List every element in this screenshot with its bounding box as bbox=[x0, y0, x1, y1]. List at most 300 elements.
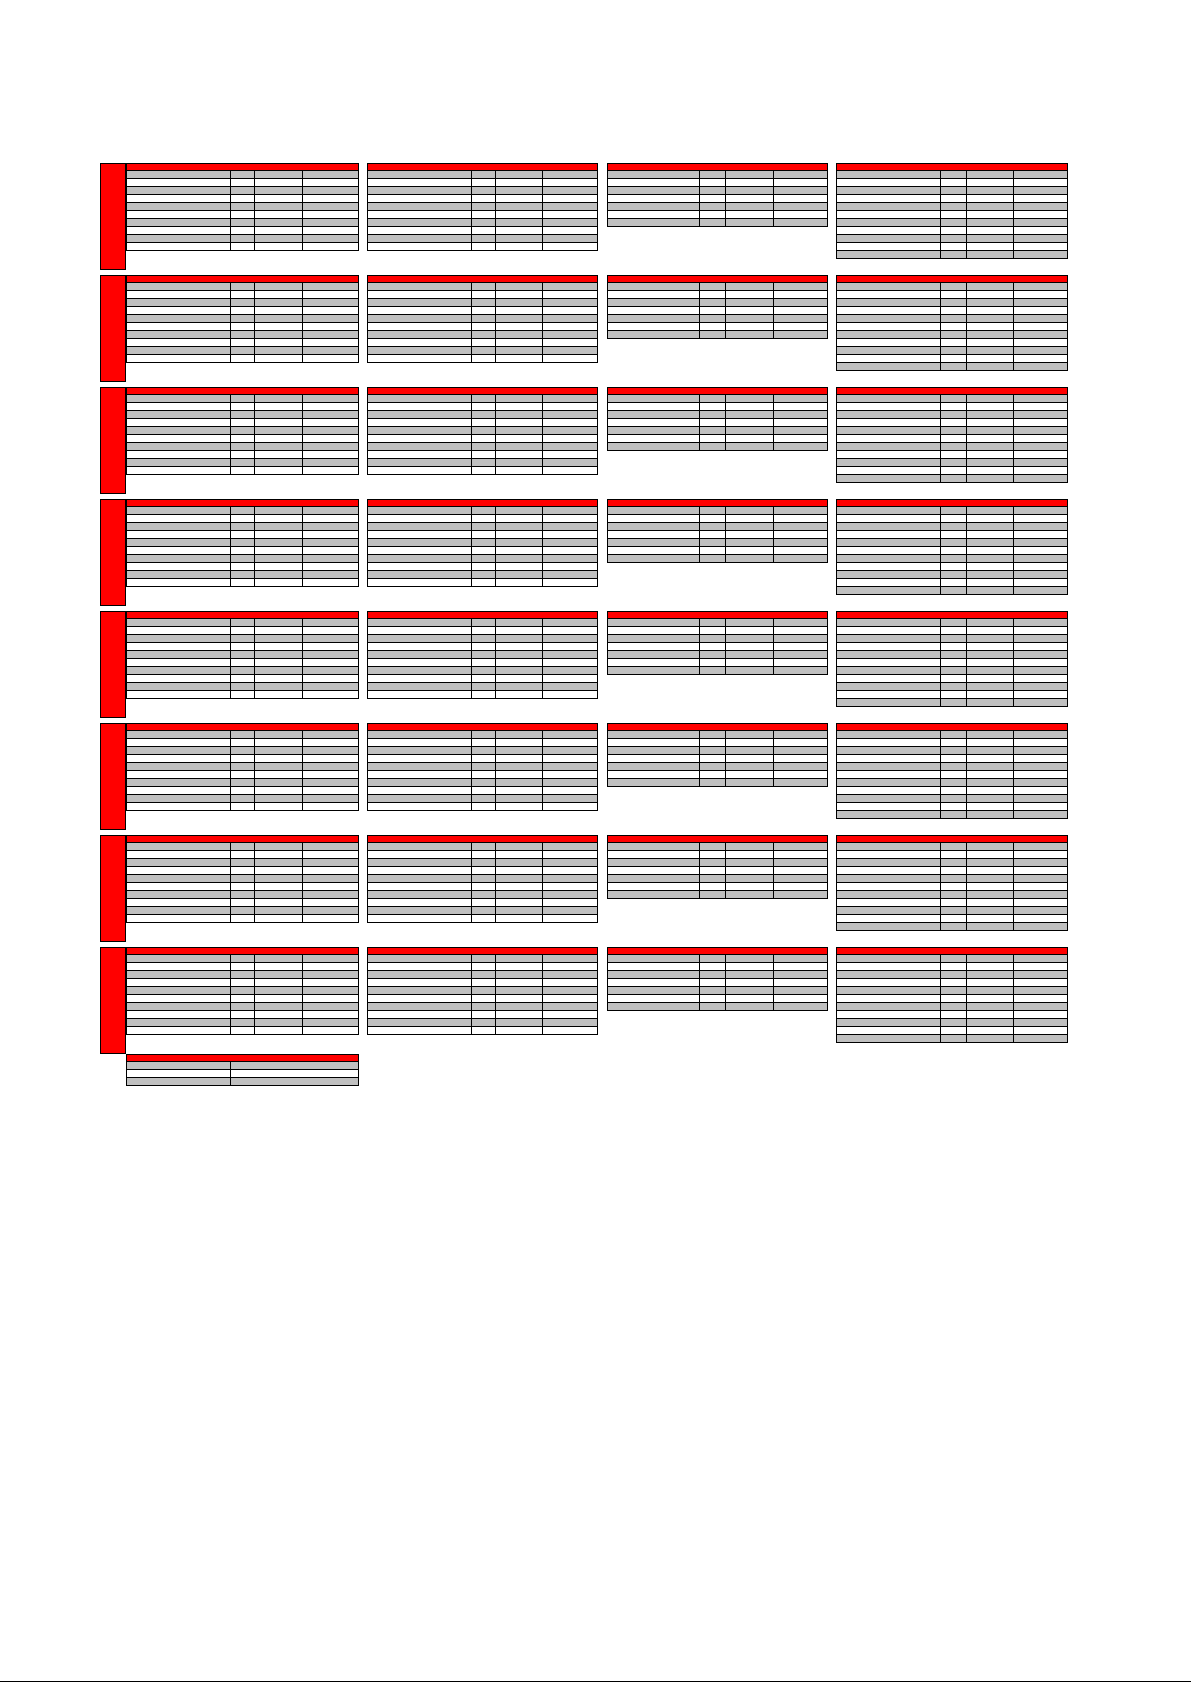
column-divider bbox=[302, 619, 303, 699]
table-row bbox=[836, 803, 1068, 811]
column-divider bbox=[230, 171, 231, 251]
table-row bbox=[836, 443, 1068, 451]
table-row bbox=[836, 227, 1068, 235]
table-row bbox=[607, 667, 828, 675]
data-table-4 bbox=[836, 947, 1068, 1043]
column-divider bbox=[302, 843, 303, 923]
table-row bbox=[126, 875, 359, 883]
block-side-bar bbox=[100, 275, 126, 382]
table-row bbox=[607, 747, 828, 755]
table-row bbox=[607, 851, 828, 859]
table-row bbox=[836, 539, 1068, 547]
table-header-bar bbox=[126, 163, 359, 171]
table-row bbox=[126, 531, 359, 539]
table-row bbox=[367, 883, 598, 891]
table-row bbox=[367, 955, 598, 963]
table-row bbox=[126, 1078, 359, 1086]
table-row bbox=[126, 803, 359, 811]
table-header-bar bbox=[836, 947, 1068, 955]
table-header-bar bbox=[126, 723, 359, 731]
table-row bbox=[836, 779, 1068, 787]
table-row bbox=[607, 187, 828, 195]
table-row bbox=[367, 355, 598, 363]
table-header-bar bbox=[367, 163, 598, 171]
table-row bbox=[367, 627, 598, 635]
table-row bbox=[836, 427, 1068, 435]
table-row bbox=[126, 667, 359, 675]
table-row bbox=[367, 307, 598, 315]
column-divider bbox=[471, 171, 472, 251]
table-row bbox=[607, 771, 828, 779]
table-header-bar bbox=[126, 835, 359, 843]
column-divider bbox=[725, 843, 726, 899]
table-header-bar bbox=[607, 275, 828, 283]
data-table-1 bbox=[126, 499, 359, 587]
table-row bbox=[836, 739, 1068, 747]
table-row bbox=[836, 771, 1068, 779]
table-row bbox=[367, 843, 598, 851]
table-row bbox=[607, 963, 828, 971]
table-header-bar bbox=[126, 275, 359, 283]
table-row bbox=[836, 811, 1068, 819]
column-divider bbox=[542, 507, 543, 587]
table-row bbox=[126, 771, 359, 779]
table-row bbox=[126, 739, 359, 747]
column-divider bbox=[254, 507, 255, 587]
column-divider bbox=[230, 955, 231, 1035]
table-row bbox=[607, 979, 828, 987]
column-divider bbox=[699, 955, 700, 1011]
table-row bbox=[607, 515, 828, 523]
table-row bbox=[367, 971, 598, 979]
table-row bbox=[367, 763, 598, 771]
block-side-bar bbox=[100, 611, 126, 718]
table-row bbox=[607, 403, 828, 411]
table-row bbox=[836, 219, 1068, 227]
table-row bbox=[836, 171, 1068, 179]
table-row bbox=[836, 195, 1068, 203]
table-row bbox=[126, 987, 359, 995]
table-row bbox=[126, 971, 359, 979]
table-row bbox=[126, 291, 359, 299]
table-row bbox=[607, 307, 828, 315]
column-divider bbox=[542, 731, 543, 811]
table-row bbox=[367, 219, 598, 227]
data-table-1 bbox=[126, 275, 359, 363]
data-table-3 bbox=[607, 723, 828, 787]
table-row bbox=[126, 899, 359, 907]
column-divider bbox=[966, 843, 967, 931]
data-table-1 bbox=[126, 611, 359, 699]
table-row bbox=[836, 187, 1068, 195]
table-row bbox=[367, 531, 598, 539]
table-row bbox=[126, 979, 359, 987]
column-divider bbox=[495, 395, 496, 475]
table-row bbox=[126, 467, 359, 475]
table-row bbox=[836, 915, 1068, 923]
table-row bbox=[126, 523, 359, 531]
table-row bbox=[126, 283, 359, 291]
table-row bbox=[126, 515, 359, 523]
table-row bbox=[607, 955, 828, 963]
data-table-2 bbox=[367, 275, 598, 363]
table-row bbox=[836, 843, 1068, 851]
table-row bbox=[126, 635, 359, 643]
table-row bbox=[126, 955, 359, 963]
table-row bbox=[607, 179, 828, 187]
column-divider bbox=[471, 619, 472, 699]
table-row bbox=[607, 859, 828, 867]
table-header-bar bbox=[607, 947, 828, 955]
table-row bbox=[126, 339, 359, 347]
table-row bbox=[836, 1019, 1068, 1027]
block-side-bar bbox=[100, 723, 126, 830]
column-divider bbox=[542, 955, 543, 1035]
table-row bbox=[367, 995, 598, 1003]
table-row bbox=[126, 643, 359, 651]
table-row bbox=[607, 419, 828, 427]
table-header-bar bbox=[836, 163, 1068, 171]
table-row bbox=[836, 1003, 1068, 1011]
table-row bbox=[367, 435, 598, 443]
table-row bbox=[367, 907, 598, 915]
table-row bbox=[126, 443, 359, 451]
column-divider bbox=[725, 731, 726, 787]
table-row bbox=[367, 339, 598, 347]
table-row bbox=[607, 731, 828, 739]
table-row bbox=[126, 323, 359, 331]
column-divider bbox=[495, 171, 496, 251]
table-row bbox=[126, 411, 359, 419]
table-row bbox=[126, 571, 359, 579]
table-row bbox=[607, 171, 828, 179]
data-table-4 bbox=[836, 163, 1068, 259]
table-row bbox=[607, 443, 828, 451]
column-divider bbox=[966, 619, 967, 707]
table-header-bar bbox=[126, 611, 359, 619]
table-row bbox=[367, 171, 598, 179]
table-row bbox=[126, 1070, 359, 1078]
table-row bbox=[836, 627, 1068, 635]
table-row bbox=[836, 995, 1068, 1003]
table-row bbox=[126, 1003, 359, 1011]
table-row bbox=[836, 291, 1068, 299]
table-row bbox=[836, 411, 1068, 419]
table-row bbox=[126, 507, 359, 515]
table-row bbox=[367, 979, 598, 987]
column-divider bbox=[230, 395, 231, 475]
table-row bbox=[836, 987, 1068, 995]
table-row bbox=[126, 539, 359, 547]
table-row bbox=[367, 1019, 598, 1027]
column-divider bbox=[773, 171, 774, 227]
table-row bbox=[607, 635, 828, 643]
table-row bbox=[367, 283, 598, 291]
table-header-bar bbox=[607, 723, 828, 731]
table-row bbox=[607, 539, 828, 547]
table-row bbox=[367, 795, 598, 803]
column-divider bbox=[940, 619, 941, 707]
table-row bbox=[836, 451, 1068, 459]
table-row bbox=[126, 243, 359, 251]
column-divider bbox=[940, 283, 941, 371]
column-divider bbox=[542, 171, 543, 251]
data-table-3 bbox=[607, 499, 828, 563]
table-row bbox=[126, 755, 359, 763]
table-row bbox=[836, 563, 1068, 571]
table-row bbox=[367, 563, 598, 571]
table-row bbox=[126, 691, 359, 699]
table-row bbox=[367, 643, 598, 651]
column-divider bbox=[773, 955, 774, 1011]
page-bottom-rule bbox=[0, 1681, 1191, 1682]
column-divider bbox=[725, 283, 726, 339]
table-row bbox=[126, 907, 359, 915]
column-divider bbox=[699, 283, 700, 339]
table-row bbox=[367, 515, 598, 523]
table-row bbox=[126, 963, 359, 971]
table-row bbox=[126, 331, 359, 339]
table-row bbox=[367, 851, 598, 859]
table-row bbox=[367, 667, 598, 675]
table-row bbox=[126, 1062, 359, 1070]
table-row bbox=[367, 203, 598, 211]
column-divider bbox=[966, 283, 967, 371]
data-table-3 bbox=[607, 275, 828, 339]
table-row bbox=[126, 355, 359, 363]
table-row bbox=[607, 323, 828, 331]
column-divider bbox=[542, 619, 543, 699]
table-row bbox=[836, 763, 1068, 771]
table-row bbox=[836, 555, 1068, 563]
table-row bbox=[367, 227, 598, 235]
table-row bbox=[367, 547, 598, 555]
table-row bbox=[367, 659, 598, 667]
table-row bbox=[836, 691, 1068, 699]
table-header-bar bbox=[367, 275, 598, 283]
column-divider bbox=[495, 843, 496, 923]
table-row bbox=[607, 1003, 828, 1011]
table-row bbox=[126, 315, 359, 323]
table-row bbox=[126, 395, 359, 403]
column-divider bbox=[254, 731, 255, 811]
column-divider bbox=[773, 395, 774, 451]
table-row bbox=[836, 323, 1068, 331]
table-row bbox=[836, 339, 1068, 347]
table-row bbox=[607, 555, 828, 563]
table-row bbox=[607, 619, 828, 627]
table-row bbox=[607, 195, 828, 203]
table-row bbox=[836, 787, 1068, 795]
table-row bbox=[836, 867, 1068, 875]
table-row bbox=[126, 683, 359, 691]
table-header-bar bbox=[126, 1054, 359, 1062]
table-row bbox=[836, 755, 1068, 763]
column-divider bbox=[940, 507, 941, 595]
table-row bbox=[836, 283, 1068, 291]
column-divider bbox=[725, 507, 726, 563]
column-divider bbox=[495, 955, 496, 1035]
table-row bbox=[126, 859, 359, 867]
data-table-4 bbox=[836, 611, 1068, 707]
table-row bbox=[607, 739, 828, 747]
data-table-1 bbox=[126, 163, 359, 251]
column-divider bbox=[471, 731, 472, 811]
table-row bbox=[126, 787, 359, 795]
table-row bbox=[126, 995, 359, 1003]
table-row bbox=[836, 795, 1068, 803]
table-row bbox=[836, 683, 1068, 691]
table-row bbox=[836, 531, 1068, 539]
table-row bbox=[836, 523, 1068, 531]
table-header-bar bbox=[126, 947, 359, 955]
table-row bbox=[836, 675, 1068, 683]
column-divider bbox=[495, 731, 496, 811]
data-table-1 bbox=[126, 387, 359, 475]
table-row bbox=[836, 587, 1068, 595]
table-row bbox=[836, 347, 1068, 355]
table-row bbox=[836, 459, 1068, 467]
table-row bbox=[126, 779, 359, 787]
table-row bbox=[836, 243, 1068, 251]
table-row bbox=[607, 763, 828, 771]
table-row bbox=[367, 315, 598, 323]
column-divider bbox=[1013, 283, 1014, 371]
column-divider bbox=[1013, 843, 1014, 931]
table-row bbox=[836, 1011, 1068, 1019]
data-table-3 bbox=[607, 163, 828, 227]
table-row bbox=[367, 1027, 598, 1035]
table-row bbox=[367, 395, 598, 403]
table-row bbox=[367, 651, 598, 659]
table-row bbox=[367, 867, 598, 875]
table-row bbox=[367, 747, 598, 755]
table-row bbox=[126, 227, 359, 235]
data-table-4 bbox=[836, 387, 1068, 483]
column-divider bbox=[725, 395, 726, 451]
table-row bbox=[607, 547, 828, 555]
table-row bbox=[367, 507, 598, 515]
table-row bbox=[367, 539, 598, 547]
block-side-bar bbox=[100, 387, 126, 494]
column-divider bbox=[230, 507, 231, 587]
table-row bbox=[126, 1027, 359, 1035]
table-row bbox=[367, 523, 598, 531]
table-row bbox=[126, 187, 359, 195]
table-row bbox=[607, 755, 828, 763]
table-row bbox=[836, 747, 1068, 755]
table-row bbox=[126, 179, 359, 187]
table-row bbox=[367, 1003, 598, 1011]
table-row bbox=[367, 459, 598, 467]
table-row bbox=[367, 1011, 598, 1019]
column-divider bbox=[230, 1062, 231, 1086]
table-row bbox=[126, 427, 359, 435]
data-table-1 bbox=[126, 835, 359, 923]
data-table-2 bbox=[367, 835, 598, 923]
column-divider bbox=[254, 171, 255, 251]
table-row bbox=[607, 283, 828, 291]
table-row bbox=[607, 299, 828, 307]
table-row bbox=[607, 211, 828, 219]
table-row bbox=[836, 667, 1068, 675]
table-row bbox=[126, 579, 359, 587]
data-table-4 bbox=[836, 723, 1068, 819]
column-divider bbox=[254, 395, 255, 475]
table-row bbox=[367, 899, 598, 907]
table-row bbox=[126, 547, 359, 555]
table-row bbox=[836, 635, 1068, 643]
table-row bbox=[126, 235, 359, 243]
table-row bbox=[367, 467, 598, 475]
table-header-bar bbox=[367, 387, 598, 395]
column-divider bbox=[725, 171, 726, 227]
column-divider bbox=[773, 619, 774, 675]
table-row bbox=[367, 235, 598, 243]
table-row bbox=[126, 1011, 359, 1019]
table-row bbox=[836, 435, 1068, 443]
table-row bbox=[367, 755, 598, 763]
table-row bbox=[836, 235, 1068, 243]
table-row bbox=[607, 971, 828, 979]
table-row bbox=[367, 963, 598, 971]
table-row bbox=[126, 731, 359, 739]
table-row bbox=[836, 1035, 1068, 1043]
table-row bbox=[836, 659, 1068, 667]
table-row bbox=[836, 851, 1068, 859]
table-row bbox=[836, 475, 1068, 483]
data-table-3 bbox=[607, 835, 828, 899]
table-row bbox=[607, 987, 828, 995]
data-table-2 bbox=[367, 163, 598, 251]
column-divider bbox=[471, 507, 472, 587]
column-divider bbox=[699, 507, 700, 563]
table-row bbox=[836, 971, 1068, 979]
table-row bbox=[607, 427, 828, 435]
table-row bbox=[836, 363, 1068, 371]
column-divider bbox=[302, 507, 303, 587]
table-header-bar bbox=[607, 611, 828, 619]
table-header-bar bbox=[607, 387, 828, 395]
table-row bbox=[126, 419, 359, 427]
footer-table bbox=[126, 1054, 359, 1086]
table-row bbox=[126, 195, 359, 203]
column-divider bbox=[725, 955, 726, 1011]
column-divider bbox=[940, 843, 941, 931]
table-row bbox=[367, 691, 598, 699]
data-table-3 bbox=[607, 611, 828, 675]
table-row bbox=[836, 307, 1068, 315]
column-divider bbox=[699, 171, 700, 227]
table-row bbox=[126, 451, 359, 459]
column-divider bbox=[699, 395, 700, 451]
column-divider bbox=[966, 507, 967, 595]
table-row bbox=[836, 699, 1068, 707]
block-side-bar bbox=[100, 499, 126, 606]
table-row bbox=[836, 731, 1068, 739]
table-row bbox=[607, 891, 828, 899]
table-row bbox=[126, 347, 359, 355]
table-row bbox=[836, 651, 1068, 659]
table-row bbox=[367, 555, 598, 563]
column-divider bbox=[966, 171, 967, 259]
table-header-bar bbox=[607, 499, 828, 507]
column-divider bbox=[699, 619, 700, 675]
column-divider bbox=[940, 955, 941, 1043]
table-row bbox=[607, 643, 828, 651]
table-row bbox=[607, 883, 828, 891]
column-divider bbox=[1013, 619, 1014, 707]
